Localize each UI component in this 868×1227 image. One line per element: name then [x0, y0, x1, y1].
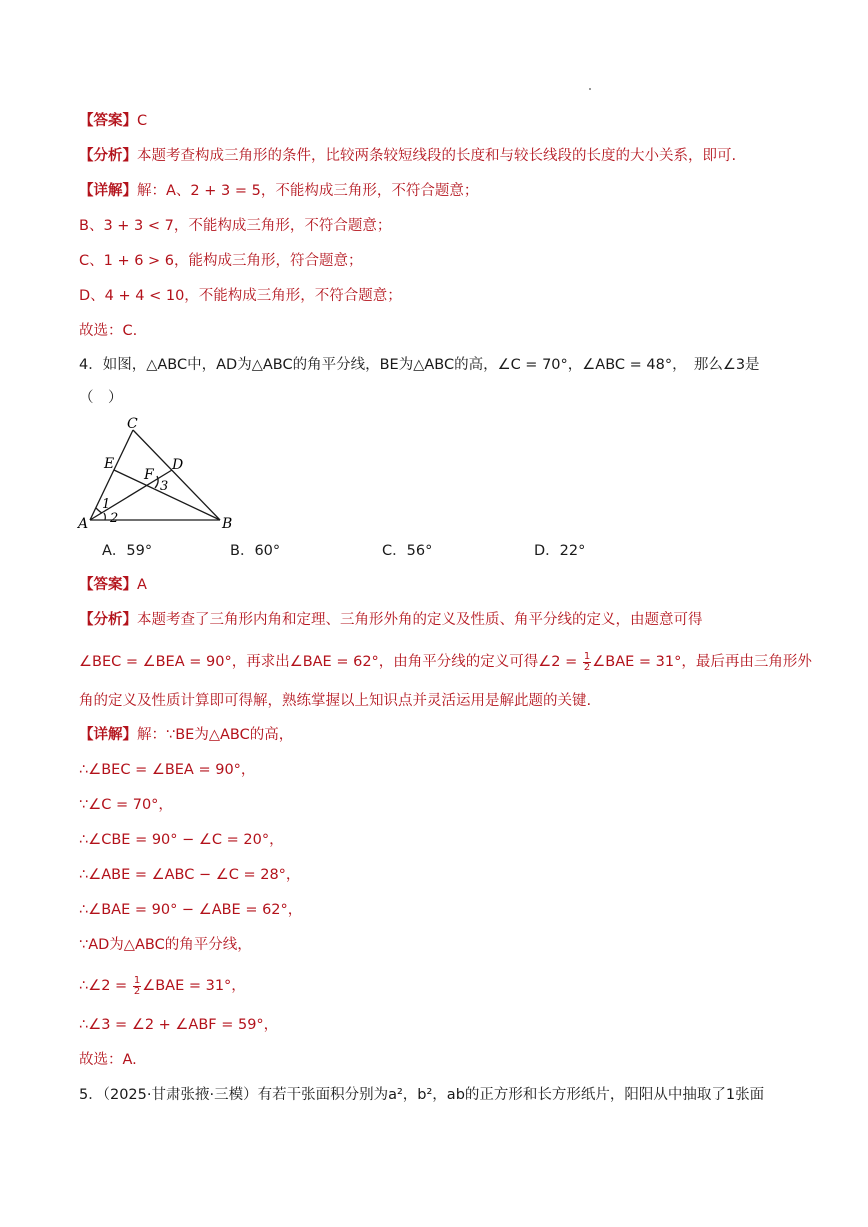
triangle-figure: [74, 412, 244, 534]
question-5-stem: 5．（2025·甘肃张掖·三模）有若干张面积分别为a²，b²，ab的正方形和长方形纸片，阳阳从中抽取了1张面: [79, 1087, 765, 1103]
option-a[interactable]: A．59°: [102, 543, 153, 559]
detail-3-line-1: [79, 180, 798, 202]
label-3: 3: [160, 479, 169, 494]
detail-4-step-1: ∴∠BEC = ∠BEA = 90°，: [79, 762, 256, 778]
fraction-denominator: 2: [583, 661, 591, 673]
label-e: E: [104, 456, 115, 472]
fraction-half: [133, 976, 141, 997]
half-pre: ∴∠2 =: [79, 978, 132, 994]
option-b[interactable]: B．60°: [230, 543, 281, 559]
detail-4-step-6: ∵AD为△ABC的角平分线，: [79, 937, 252, 953]
label-d: D: [172, 457, 184, 473]
scan-dot: [589, 88, 591, 90]
fraction-numerator: 1: [583, 650, 591, 662]
label-a: A: [78, 516, 89, 532]
answer-3: [79, 110, 798, 132]
detail-3-choose: 故选：C.: [79, 323, 138, 339]
detail-4-last: ∴∠3 = ∠2 + ∠ABF = 59°，: [79, 1017, 279, 1033]
angle-arc-3: [155, 476, 158, 488]
detail-3-line-2: B、3 + 3 < 7，不能构成三角形，不符合题意；: [79, 218, 392, 234]
analysis-4-line-2: [79, 650, 812, 673]
label-1: 1: [102, 497, 111, 512]
analysis-tag: 【分析】: [79, 148, 137, 164]
answer-tag: 【答案】: [79, 577, 137, 593]
analysis-text-b: ∠BAE = 31°，最后再由三角形外: [592, 654, 812, 670]
detail-3-line-4: D、4 + 4 < 10，不能构成三角形，不符合题意；: [79, 288, 402, 304]
answer-4: [79, 574, 798, 596]
fraction-denominator: 2: [133, 985, 141, 997]
label-2: 2: [110, 511, 119, 526]
answer-tag: 【答案】: [79, 113, 137, 129]
analysis-text-a: ∠BEC = ∠BEA = 90°，再求出∠BAE = 62°，由角平分线的定义可得∠2 =: [79, 654, 582, 670]
detail-4-choose: 故选：A.: [79, 1052, 137, 1068]
analysis-4-line-1: [79, 609, 798, 631]
detail-tag: 【详解】: [79, 727, 137, 743]
fraction-numerator: 1: [133, 974, 141, 986]
detail-4-first: [79, 724, 798, 746]
detail-tag: 【详解】: [79, 183, 137, 199]
detail-4-half-step: [79, 975, 798, 997]
question-4-paren: （ ）: [79, 390, 123, 406]
detail-4-step-2: ∵∠C = 70°，: [79, 797, 173, 813]
answer-value: A: [137, 577, 147, 593]
detail-4-step-5: ∴∠BAE = 90° − ∠ABE = 62°，: [79, 902, 303, 918]
label-c: C: [127, 416, 138, 432]
analysis-text: 本题考查了三角形内角和定理、三角形外角的定义及性质、角平分线的定义，由题意可得: [137, 612, 703, 628]
angle-arc-2: [104, 513, 105, 520]
option-d[interactable]: D．22°: [534, 543, 586, 559]
analysis-4-line-3: 角的定义及性质计算即可得解，熟练掌握以上知识点并灵活运用是解此题的关键.: [79, 693, 592, 709]
label-b: B: [222, 516, 233, 532]
analysis-3: [79, 145, 798, 167]
analysis-text: 本题考查构成三角形的条件，比较两条较短线段的长度和与较长线段的长度的大小关系，即可.: [137, 148, 737, 164]
half-post: ∠BAE = 31°，: [142, 978, 246, 994]
question-4-stem: 4．如图，△ABC中，AD为△ABC的角平分线，BE为△ABC的高，∠C = 70°，∠ABC = 48°， 那么∠3是: [79, 357, 760, 373]
option-c[interactable]: C．56°: [382, 543, 433, 559]
answer-value: C: [137, 113, 148, 129]
detail-4-step-4: ∴∠ABE = ∠ABC − ∠C = 28°，: [79, 867, 301, 883]
detail-text: 解：A、2 + 3 = 5，不能构成三角形，不符合题意；: [137, 183, 479, 199]
analysis-tag: 【分析】: [79, 612, 137, 628]
label-f: F: [144, 467, 154, 483]
detail-text: 解：∵BE为△ABC的高，: [137, 727, 294, 743]
detail-4-step-3: ∴∠CBE = 90° − ∠C = 20°，: [79, 832, 284, 848]
detail-3-line-3: C、1 + 6 > 6，能构成三角形，符合题意；: [79, 253, 363, 269]
fraction-half: [583, 652, 591, 673]
